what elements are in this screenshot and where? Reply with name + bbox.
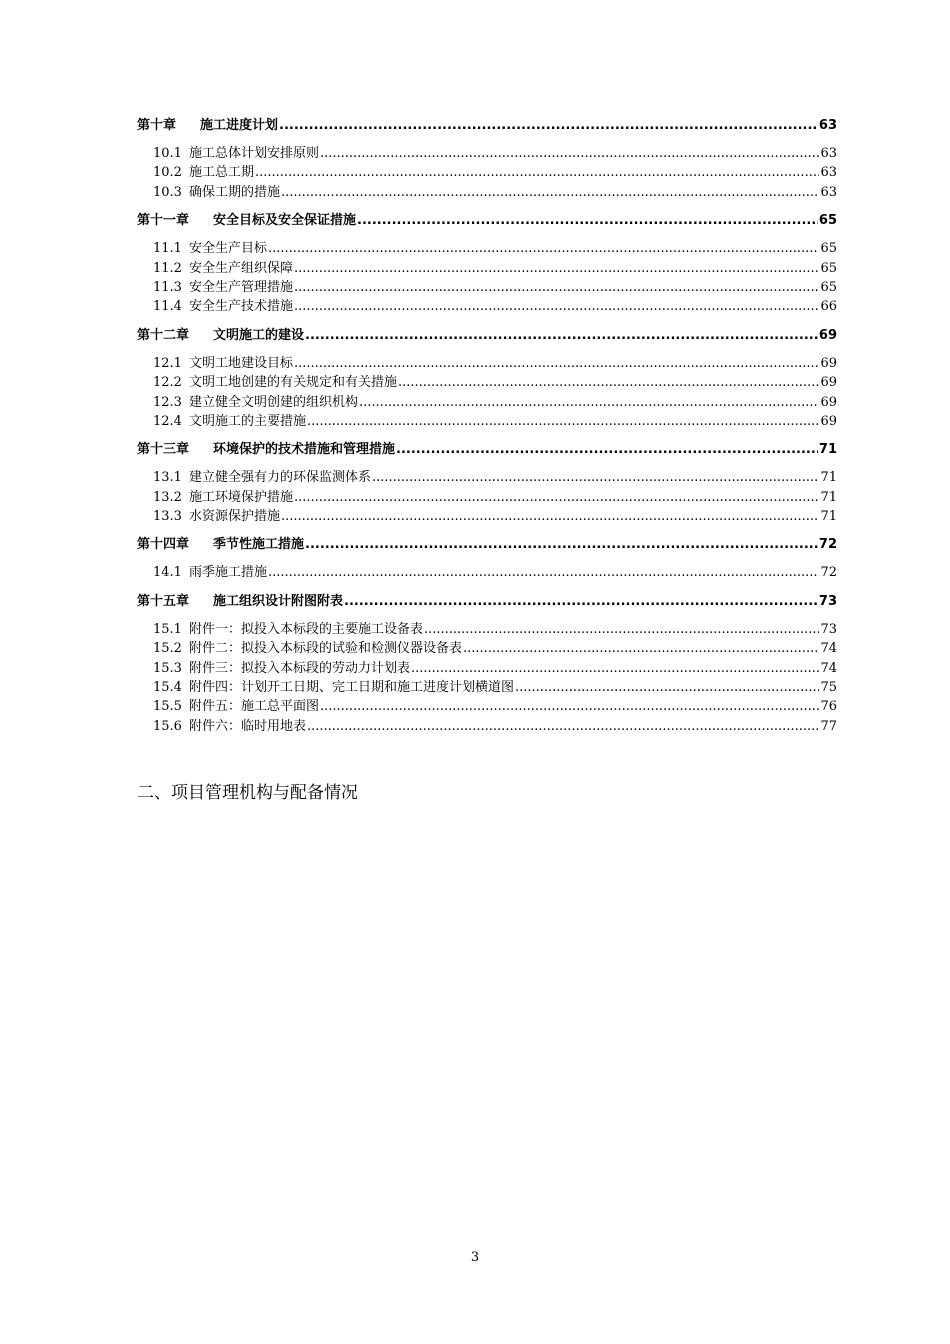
entry-title: 安全生产组织保障 <box>188 260 293 276</box>
toc-entry[interactable] <box>137 505 837 524</box>
entry-number: 10.2 <box>153 165 182 181</box>
entry-title: 建立健全文明创建的组织机构 <box>188 394 358 410</box>
entry-number: 14.1 <box>153 565 182 581</box>
toc-entry[interactable] <box>137 676 837 695</box>
entry-title: 附件三：拟投入本标段的劳动力计划表 <box>188 660 410 676</box>
chapter-number: 第十二章 <box>137 327 190 343</box>
toc-entry[interactable] <box>137 618 837 637</box>
dot-leader <box>294 261 819 276</box>
toc-entry[interactable] <box>137 257 837 276</box>
dot-leader <box>424 622 819 637</box>
toc-entry[interactable] <box>137 486 837 505</box>
dot-leader <box>307 414 819 429</box>
entry-page: 66 <box>820 299 837 315</box>
entry-number: 11.4 <box>153 299 182 315</box>
toc-chapter[interactable] <box>137 324 837 344</box>
entry-number: 15.3 <box>153 660 182 676</box>
dot-leader <box>515 680 819 695</box>
entry-page: 63 <box>820 184 837 200</box>
entry-title: 施工环境保护措施 <box>188 489 293 505</box>
chapter-page: 71 <box>818 442 837 458</box>
entry-page: 77 <box>820 718 837 734</box>
dot-leader <box>305 328 818 343</box>
entry-page: 72 <box>820 565 837 581</box>
dot-leader <box>255 165 819 180</box>
toc-entry[interactable] <box>137 637 837 656</box>
chapter-page: 65 <box>818 213 837 229</box>
dot-leader <box>359 395 819 410</box>
dot-leader <box>281 185 819 200</box>
entry-page: 69 <box>820 394 837 410</box>
entry-page: 63 <box>820 146 837 161</box>
entry-number: 11.3 <box>153 279 182 295</box>
entry-page: 76 <box>820 699 837 715</box>
entry-title: 建立健全强有力的环保监测体系 <box>188 470 371 486</box>
toc-entry[interactable] <box>137 181 837 200</box>
entry-title: 安全生产目标 <box>188 241 267 257</box>
entry-page: 65 <box>820 279 837 295</box>
chapter-title: 施工进度计划 <box>200 118 279 133</box>
dot-leader <box>268 565 819 580</box>
toc-entry[interactable] <box>137 695 837 714</box>
entry-page: 71 <box>820 470 837 486</box>
toc-entry[interactable] <box>137 161 837 180</box>
entry-page: 73 <box>820 621 837 637</box>
toc-entry[interactable] <box>137 410 837 429</box>
dot-leader <box>279 118 818 133</box>
entry-title: 安全生产技术措施 <box>188 299 293 315</box>
section-heading: 二、项目管理机构与配备情况 <box>137 783 358 803</box>
chapter-title: 文明施工的建设 <box>213 327 305 343</box>
toc-entry[interactable] <box>137 657 837 676</box>
entry-title: 附件二：拟投入本标段的试验和检测仪器设备表 <box>188 641 462 657</box>
entry-number: 12.3 <box>153 394 182 410</box>
entry-number: 15.5 <box>153 699 182 715</box>
chapter-number: 第十四章 <box>137 537 190 553</box>
dot-leader <box>294 280 819 295</box>
toc-chapter[interactable] <box>137 438 837 458</box>
dot-leader <box>320 146 819 161</box>
chapter-page: 73 <box>818 593 837 609</box>
toc-entry[interactable] <box>137 295 837 314</box>
toc-entry[interactable] <box>137 142 837 161</box>
chapter-number: 第十章 <box>137 118 177 133</box>
entry-title: 水资源保护措施 <box>188 509 280 525</box>
entry-page: 75 <box>820 680 837 696</box>
page-number: 3 <box>470 1250 480 1265</box>
dot-leader <box>305 537 818 552</box>
dot-leader <box>320 699 819 714</box>
chapter-title: 季节性施工措施 <box>213 537 305 553</box>
entry-number: 13.1 <box>153 470 182 486</box>
dot-leader <box>372 470 819 485</box>
entry-number: 15.1 <box>153 621 182 637</box>
dot-leader <box>344 594 818 609</box>
entry-number: 15.4 <box>153 680 182 696</box>
chapter-page: 72 <box>818 537 837 553</box>
chapter-page: 69 <box>818 327 837 343</box>
toc-entry[interactable] <box>137 352 837 371</box>
entry-page: 74 <box>820 641 837 657</box>
chapter-number: 第十三章 <box>137 442 190 458</box>
entry-title: 施工总体计划安排原则 <box>188 146 319 161</box>
entry-page: 63 <box>820 165 837 181</box>
dot-leader <box>357 213 818 228</box>
entry-title: 确保工期的措施 <box>188 184 280 200</box>
entry-title: 安全生产管理措施 <box>188 279 293 295</box>
entry-number: 11.1 <box>153 241 182 257</box>
dot-leader <box>396 442 818 457</box>
toc-entry[interactable] <box>137 466 837 485</box>
entry-number: 13.3 <box>153 509 182 525</box>
chapter-title: 安全目标及安全保证措施 <box>213 213 357 229</box>
entry-number: 12.4 <box>153 413 182 429</box>
dot-leader <box>398 375 819 390</box>
entry-title: 施工总工期 <box>188 165 254 181</box>
entry-title: 附件六：临时用地表 <box>188 718 306 734</box>
entry-page: 69 <box>820 413 837 429</box>
chapter-title: 环境保护的技术措施和管理措施 <box>213 442 396 458</box>
entry-number: 13.2 <box>153 489 182 505</box>
entry-page: 65 <box>820 260 837 276</box>
table-of-contents <box>137 114 837 734</box>
entry-page: 71 <box>820 489 837 505</box>
entry-number: 15.2 <box>153 641 182 657</box>
entry-title: 附件五：施工总平面图 <box>188 699 319 715</box>
entry-page: 69 <box>820 355 837 371</box>
dot-leader <box>411 661 819 676</box>
toc-entry[interactable] <box>137 561 837 580</box>
chapter-page: 63 <box>818 118 837 133</box>
dot-leader <box>307 719 819 734</box>
toc-entry[interactable] <box>137 371 837 390</box>
entry-number: 12.2 <box>153 375 182 391</box>
dot-leader <box>294 299 819 314</box>
entry-number: 12.1 <box>153 355 182 371</box>
toc-chapter[interactable] <box>137 114 837 134</box>
toc-entry[interactable] <box>137 276 837 295</box>
dot-leader <box>463 641 819 656</box>
toc-chapter[interactable] <box>137 209 837 229</box>
dot-leader <box>268 241 819 256</box>
entry-title: 附件四：计划开工日期、完工日期和施工进度计划横道图 <box>188 680 514 696</box>
entry-page: 65 <box>820 241 837 257</box>
entry-title: 文明施工的主要措施 <box>188 413 306 429</box>
toc-entry[interactable] <box>137 237 837 256</box>
entry-title: 文明工地建设目标 <box>188 355 293 371</box>
chapter-number: 第十五章 <box>137 593 190 609</box>
toc-chapter[interactable] <box>137 533 837 553</box>
entry-title: 附件一：拟投入本标段的主要施工设备表 <box>188 621 423 637</box>
entry-page: 69 <box>820 375 837 391</box>
entry-page: 71 <box>820 509 837 525</box>
dot-leader <box>281 509 819 524</box>
toc-entry[interactable] <box>137 715 837 734</box>
toc-entry[interactable] <box>137 391 837 410</box>
toc-chapter[interactable] <box>137 590 837 610</box>
entry-title: 文明工地创建的有关规定和有关措施 <box>188 375 397 391</box>
entry-number: 15.6 <box>153 718 182 734</box>
entry-number: 11.2 <box>153 260 182 276</box>
entry-title: 雨季施工措施 <box>188 565 267 581</box>
dot-leader <box>294 356 819 371</box>
entry-number: 10.1 <box>153 146 182 161</box>
entry-number: 10.3 <box>153 184 182 200</box>
dot-leader <box>294 490 819 505</box>
entry-page: 74 <box>820 660 837 676</box>
chapter-number: 第十一章 <box>137 213 190 229</box>
chapter-title: 施工组织设计附图附表 <box>213 593 344 609</box>
